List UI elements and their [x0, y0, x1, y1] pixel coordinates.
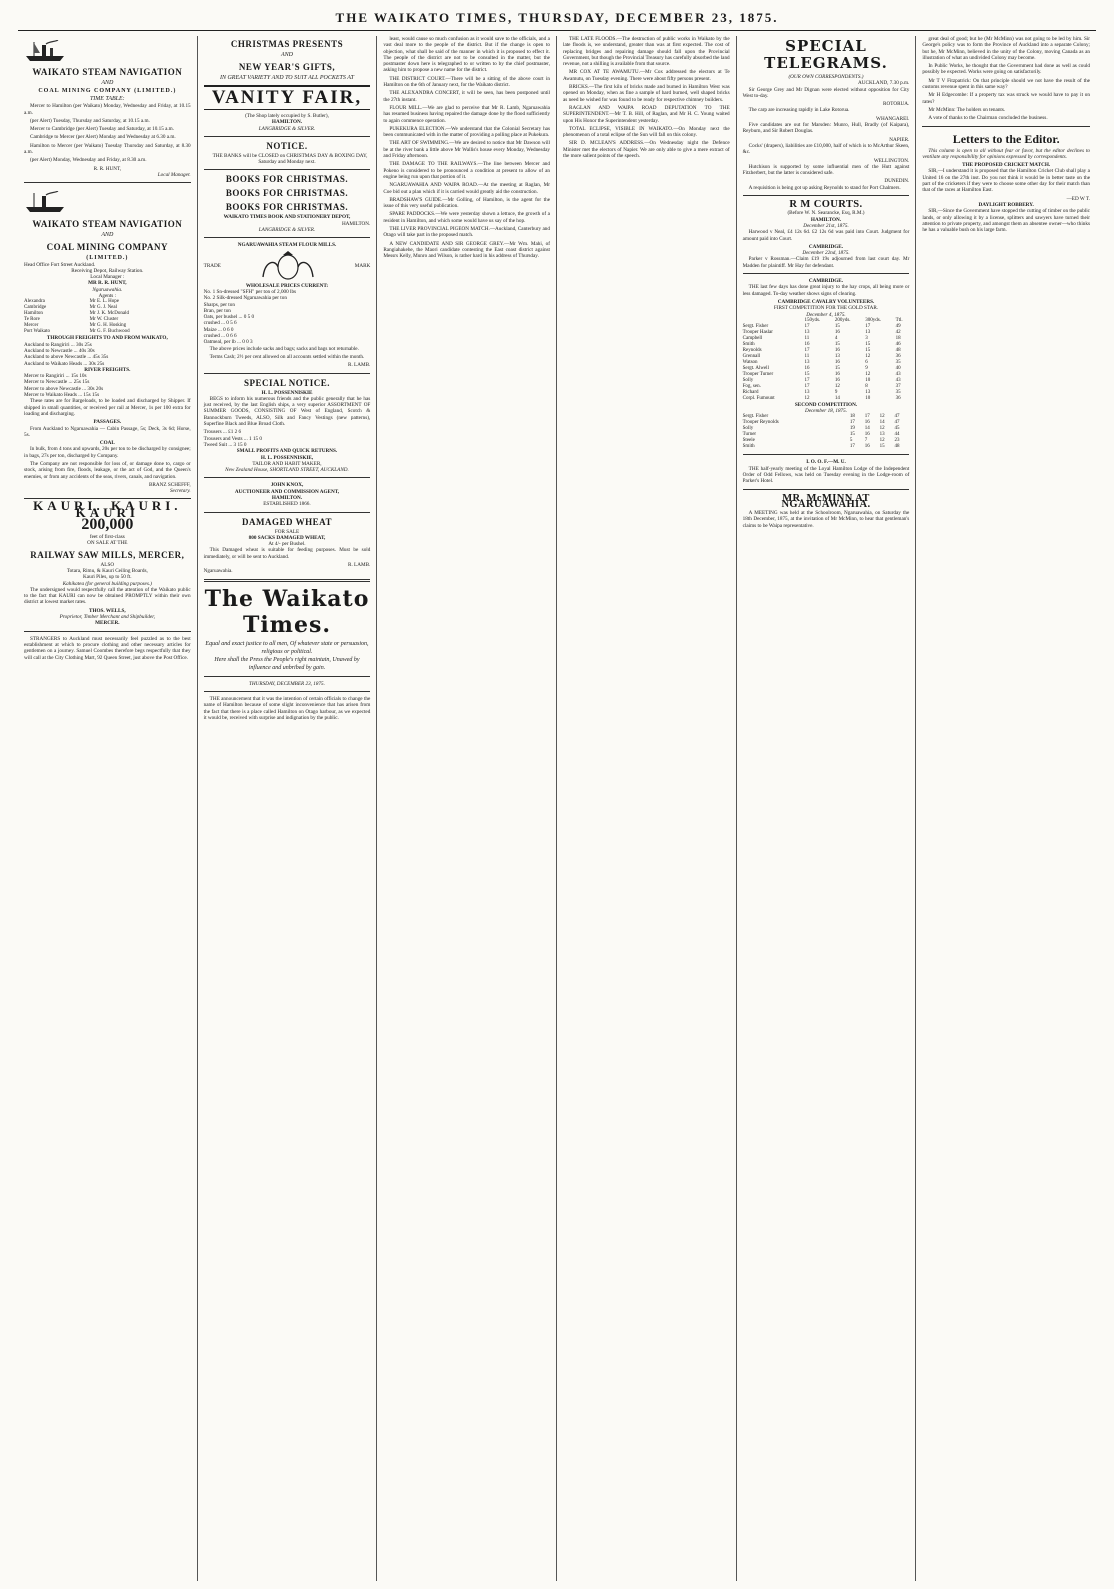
cambridge2-text: THE last few days has done great injury to the hay crops, all being more or less damaged. To-day weather shows signs of clearing.: [742, 284, 910, 297]
knox-title: AUCTIONEER AND COMMISSION AGENT,: [234, 488, 340, 495]
books-depot: WAIKATO TIMES BOOK AND STATIONERY DEPOT,: [223, 214, 351, 221]
kauri-mill: RAILWAY SAW MILLS, MERCER,: [30, 549, 185, 560]
flour-note: The above prices include sacks and bags; sacks and bags not returnable.: [209, 345, 359, 352]
dateline: AUCKLAND, 7.30 p.m.: [858, 80, 910, 87]
table-row: Reynolds 17 16 15 48: [742, 347, 901, 353]
books-heading: BOOKS FOR CHRISTMAS.: [225, 174, 349, 185]
table-row: Sergt. Fisher 18 17 12 47: [742, 414, 900, 420]
rm-courts-title: R M COURTS.: [789, 199, 863, 211]
column-2: [198, 36, 378, 1581]
possenniskie-signature: H. L. POSSENNISKIE,: [260, 454, 314, 461]
ioof-title: I. O. O. F.—M. U.: [806, 459, 846, 466]
kauri-signature-title: Proprietor, Timber Merchant and Shipbuilder,: [59, 614, 155, 621]
wheat-sale: FOR SALE: [274, 528, 300, 535]
notice-text: THE BANKS will be CLOSED on CHRISTMAS DAY & BOXING DAY, Saturday and Monday next.: [212, 152, 368, 166]
table-row: Fog, sen. 17 12 8 37: [742, 383, 901, 389]
article-close: A vote of thanks to the Chairman concluded the business.: [928, 115, 1048, 122]
river-title: RIVER FREIGHTS.: [84, 366, 131, 373]
telegram-text: Hutchison is supported by some influential men of the Hutt against Fitzherbert, but the latter is considered safe.: [742, 163, 910, 177]
telegram-text: Five candidates are out for Marsden: Munro, Hull, Bradly (of Kaipara), Reyburn, and Sir Robert Douglas.: [742, 122, 910, 135]
dateline: ROTORUA.: [883, 101, 910, 108]
mark-label: MARK: [354, 262, 371, 269]
books-place: HAMILTON.: [341, 220, 371, 227]
possenniskie-name: H. L. POSSENNISKIE: [261, 389, 313, 396]
article-body: least, would cause so much confusion as it would save to the officials, and a vast deal more to the people of the district. But if the change is open to objection, what shall be said of the manner in which it is proposed to effect it. The people of the district are not to be consulted in the matter, but the postmaster down here is telegraphed to or written to by the chief postmaster, asking him to propose a new name for the district.: [383, 36, 550, 74]
table-row: Trooper Haslar 13 16 13 42: [742, 329, 901, 335]
cavalry-date: December 4, 1875.: [806, 311, 846, 318]
freight-line: Auckland to Waikato Heads ... 30s 25s: [24, 360, 105, 367]
ad1-subtitle: COAL MINING COMPANY (LIMITED.): [38, 88, 177, 95]
vanity-fair: VANITY FAIR,: [204, 85, 371, 110]
knox-place: HAMILTON.: [271, 494, 303, 501]
article-eclipse: TOTAL ECLIPSE, VISIBLE IN WAIKATO.—On Monday next the phenomenon of a total eclipse of the Sun will fall on this colony.: [563, 125, 730, 139]
flour-item: No. 2 Silk-dressed Ngaruawahia per ton: [203, 295, 287, 302]
possenniskie-address: New Zealand House, SHORTLAND STREET, AUCKLAND.: [225, 467, 349, 474]
table-row: Smith 17 16 15 48: [742, 444, 900, 450]
dateline: NAPIER.: [889, 136, 910, 143]
dateline: WHANGAREI.: [876, 115, 910, 122]
flour-item: Oats, per bushel ... 0 5 0: [203, 314, 255, 321]
article-flour-mill: FLOUR MILL.—We are glad to perceive that Mr R. Lamb, Ngaruawahia has resumed business having repaired the damage done by the flood sufficiently to again commence operation.: [383, 104, 550, 124]
cricket-text: SIR,—I understand it is proposed that the Hamilton Cricket Club shall play a United 16 on the 27th inst. Do you not think it would be in better taste on the part of the cricketers if they were to choose some other day for their match than that of the races at Hamilton East.: [922, 168, 1090, 194]
notice-title: NOTICE.: [266, 140, 308, 151]
agent-row: Mercer Mr G. H. Hosking: [24, 323, 127, 329]
article-alexandra: THE ALEXANDRA CONCERT, it will be seen, has been postponed until the 27th instant.: [383, 90, 550, 103]
cavalry-subtitle: FIRST COMPETITION FOR THE GOLD STAR.: [773, 305, 879, 312]
second-competition-table: [743, 414, 910, 450]
agent-row: Alexandra Mr E. L. Hope: [24, 299, 119, 305]
christmas-subtitle: IN GREAT VARIETY AND TO SUIT ALL POCKETS AT: [219, 75, 354, 81]
flour-signature: R. LAMB.: [347, 362, 371, 369]
freight-title: THROUGH FREIGHTS TO AND FROM WAIKATO,: [46, 335, 168, 342]
freight-note: These rates are for Bargeloads, to be loaded and discharged by Shipper. If shipped in small quantities, or received per rail at Mercer, 1s per 100 extra for loading and discharging.: [24, 398, 191, 417]
passages-text: From Auckland to Ngaruawahia — Cabin Passage, 5s; Deck, 3s 6d; Horse, 5s.: [24, 425, 191, 438]
letters-title: Letters to the Editor.: [952, 131, 1060, 146]
rm-courts-subtitle: (Before W. N. Searancke, Esq, R.M.): [787, 210, 865, 217]
steamship-icon: [24, 40, 68, 62]
flour-item: crushed ... 0 5 6: [203, 320, 237, 327]
possenniskie-signature-title: TAILOR AND HABIT MAKER,: [252, 460, 322, 467]
leader-text: THE announcement that it was the intention of certain officials to change the name of Hamilton because of some slight inconvenience that has arisen from the fact that there is a place called Hamilton on Otago harbour, as we expected it would be, received with surprise and indignation by the public.: [203, 695, 371, 721]
passages-title: PASSAGES.: [93, 419, 122, 426]
river-line: Mercer to above Newcastle ... 30s 20s: [24, 385, 104, 392]
wheat-quantity: 800 SACKS DAMAGED WHEAT,: [248, 534, 326, 541]
hamilton-title: HAMILTON.: [810, 216, 842, 223]
knox-name: JOHN KNOX,: [270, 482, 304, 489]
flour-item: Oatmeal, per lb ... 0 0 3: [203, 339, 253, 346]
possenniskie-price: Tweed Suit ... 3 15 0: [203, 441, 247, 448]
column-5: [737, 36, 917, 1581]
cavalry-table: [743, 318, 910, 402]
agent-row: Te Rore Mr W. Cluster: [24, 317, 119, 323]
royal-crest-icon: [245, 251, 331, 281]
christmas-and: AND: [280, 52, 293, 58]
ad2-and: AND: [101, 231, 114, 238]
cricket-title: THE PROPOSED CRICKET MATCH.: [962, 162, 1051, 169]
table-row: Solly 19 14 12 45: [742, 426, 900, 432]
river-line: Mercer to Waikato Heads ... 15s 15s: [24, 392, 100, 399]
hamilton-date: December 21st, 1875.: [803, 222, 849, 229]
flour-prices-title: WHOLESALE PRICES CURRENT:: [245, 282, 329, 289]
special-telegrams-title: SPECIAL TELEGRAMS.: [764, 37, 888, 72]
company-signature: BRANZ SCHEFFF,: [148, 481, 191, 488]
paper-date: THURSDAY, DECEMBER 23, 1875.: [249, 680, 325, 687]
kauri-also: ALSO: [100, 561, 115, 568]
article-pukekura: PUKEKURA ELECTION.—We understand that the Colonial Secretary has been communicated with in the matter of providing a polling place at Pukekura.: [383, 125, 550, 139]
flour-item: Sharps, per ton: [203, 301, 235, 308]
vanity-note: (The Shop lately occupied by S. Butler),: [245, 113, 329, 119]
table-row: Trooper Reynolds 17 16 14 47: [742, 420, 900, 426]
article-district-court: THE DISTRICT COURT.—There will be a sitting of the above court in Hamilton on the 6th of January next, for the Waikato district.: [383, 75, 550, 89]
cavalry-title: CAMBRIDGE CAVALRY VOLUNTEERS.: [777, 298, 875, 305]
telegram-text: Sir George Grey and Mr Dignan were elected without opposition for City West to-day.: [742, 86, 910, 99]
masthead-line: THE WAIKATO TIMES, THURSDAY, DECEMBER 23, 1875.: [335, 10, 779, 25]
flour-item: No. 1 Sn-dressed "SFH" per ton of 2,000 lbs: [203, 288, 297, 295]
column-1: [18, 36, 198, 1581]
table-row: Steele 5 7 12 23: [742, 438, 900, 444]
christmas-title: CHRISTMAS PRESENTS: [230, 39, 344, 49]
river-line: Mercer to Newcastle ... 25s 15s: [24, 379, 90, 386]
ad1-line: Cambridge to Mercer (per Alert) Monday and Wednesday at 6.30 a.m.: [30, 134, 176, 141]
table-row: Sergt. Fisher 17 15 17 49: [742, 323, 901, 329]
coal-title: COAL: [99, 440, 115, 447]
robbery-title: DAYLIGHT ROBBERY.: [978, 201, 1034, 208]
kauri-text: The undersigned would respectfully call the attention of the Waikato public to the fact that KAURI can now be obtained PROMPTLY within their own district at lowest market rates.: [24, 586, 191, 606]
freight-line: Auckland to Rangiriri ... 30s 25s: [24, 341, 92, 348]
paper-motto: Equal and exact justice to all men, Of whatever state or persuasion, religious or political.: [205, 640, 369, 655]
flour-item: Bran, per ton: [203, 307, 231, 314]
table-row: Smith 16 15 15 46: [742, 341, 901, 347]
strangers-text: STRANGERS to Auckland must necessarily feel puzzled as to the best establishment at which to procure clothing and other necessary articles for gentlemen on a journey. Samuel Coombes therefore begs respectfully that they will call at the City Clothing Mart, 92 Queen Street, just above the Post Office.: [24, 635, 191, 661]
mcminn-text: A MEETING was held at the Schoolroom, Ngaruawahia, on Saturday the 18th December, 1875, at the invitation of Mr McMinn, to hear that gentleman's claims to be Waipa representative.: [742, 510, 910, 529]
ad2-title: WAIKATO STEAM NAVIGATION: [32, 218, 183, 229]
cambridge-text: Parker v Rossman.—Claim £19 19s adjourned from last court day. Mr Madden for plaintiff. Mr Hay for defendant.: [742, 256, 910, 269]
telegram-text: A requisition is being got up asking Reynolds to stand for Port Chalmers.: [748, 184, 901, 191]
knox-established: ESTABLISHED 1866.: [263, 501, 311, 508]
cambridge-date: December 22nd, 1875.: [802, 250, 850, 257]
article-bricks: BRICKS.—The first kiln of bricks made and burned in Hamilton West was opened on Monday, when as fine a sample of hard burned, well shaped bricks as need be wished for was found to be ready for respective chimney builders.: [563, 84, 730, 103]
wheat-signature: R. LAMB.: [347, 562, 371, 569]
freight-line: Auckland to Newcastle ... 40s 30s: [24, 347, 95, 354]
ad1-signature-title: Local Manager.: [157, 171, 191, 178]
ad1-line: Mercer to Hamilton (per Waikato) Monday, Wednesday and Friday, at 10.15 a.m.: [24, 103, 191, 116]
ad2-manager-label: Local Manager :: [90, 274, 125, 281]
article-swimming: THE ART OF SWIMMING.—We are desired to notice that Mr Dawson will be at the river bank a little above Mr Wallis's house every Monday, Wednesday and Friday afternoon.: [383, 140, 550, 160]
newyear-title: NEW YEAR'S GIFTS,: [238, 62, 336, 72]
books-owner: LANGBRIDGE & SILVER.: [258, 227, 316, 234]
agent-row: Hamilton Mr J. K. McDonald: [24, 311, 129, 317]
cambridge-title: CAMBRIDGE.: [808, 243, 844, 250]
article-ngaruawahia: NGARUAWAHIA AND WAIPA ROAD.—At the meeting at Raglan, Mr Coe bid out a plan which if it is carried would greatly aid the construction.: [383, 182, 550, 195]
table-row: Grennall 11 13 12 36: [742, 353, 901, 359]
telegram-text: The carp are increasing rapidly in Lake Rotorua.: [748, 107, 850, 114]
table-row: Trooper Turner 15 16 12 43: [742, 371, 901, 377]
ad1-line: Mercer to Cambridge (per Alert) Tuesday and Saturday, at 10.15 a.m.: [30, 126, 175, 133]
paper-motto: Here shall the Press the People's right maintain, Unawed by influence and unbribed by gain.: [214, 656, 360, 671]
ad2-manager: MR R. R. HUNT,: [88, 280, 127, 287]
books-heading: BOOKS FOR CHRISTMAS.: [225, 202, 349, 213]
newspaper-columns: [18, 36, 1096, 1581]
dateline: WELLINGTON.: [873, 157, 910, 164]
table-row: Campbell 11 4 3 18: [742, 335, 901, 341]
ad2-office: Head Office Fort Street Auckland.: [24, 261, 96, 268]
table-row: Watson 13 16 6 35: [742, 359, 901, 365]
agent-row: Cambridge Mr G. J. Neal: [24, 305, 118, 311]
kauri-signature-place: MERCER.: [95, 620, 120, 627]
article-floods: THE LATE FLOODS.—The destruction of public works in Waikato by the late floods is, we understand, greater than was at first expected. The cost of replacing bridges and repairing damage should fall upon the Provincial Government, but though the Provincial Treasury has carefully absorbed the land revenue, not a shilling is available from that source.: [563, 36, 730, 68]
kauri-scantling: Kahikatea (for general building purposes.): [62, 580, 152, 587]
table-row: Solly 17 16 10 43: [742, 377, 901, 383]
wheat-price: At 4/- per Bushel.: [268, 541, 306, 548]
article-spare: SPARE PADDOCKS.—We were yesterday shown a lettuce, the growth of a resident in Hamilton, and which some would have us say of the hop.: [383, 211, 550, 224]
flour-item: Maize ... 0 6 0: [203, 326, 234, 333]
article-mcminn-reply: Mr McMinn: The holders on tenants.: [928, 106, 1006, 113]
article-fitzpatrick: Mr T V Fitzpatrick: On that principle should we not have the result of the customs revenue spent in this same way?: [922, 77, 1090, 91]
flour-title: NGARUAWAHIA STEAM FLOUR MILLS.: [237, 242, 337, 249]
column-6: [916, 36, 1096, 1581]
agent-row: Port Waikato Mr G. F. Buchwood: [24, 329, 130, 335]
column-4: [557, 36, 737, 1581]
kauri-signature: THOS. WELLS,: [88, 607, 126, 614]
flour-item: crushed ... 0 6 6: [203, 333, 237, 340]
article-liver: THE LIVER PROVINCIAL PIGEON MATCH.—Auckland, Canterbury and Otago will take part in the proposed match.: [383, 226, 550, 239]
ad1-line: (per Alert) Monday, Wednesday and Friday, at 8.30 a.m.: [30, 157, 147, 164]
vanity-owner: LANGBRIDGE & SILVER.: [258, 125, 316, 132]
article-mcleod: MR COX AT TE AWAMUTU.—Mr Cox addressed the electors at Te Awamutu, on Tuesday evening. There were about fifty persons present.: [563, 69, 730, 82]
article-railways: THE DAMAGE TO THE RAILWAYS.—The line between Mercer and Pokeno is considered to be pronounced a condition at present to allow of an engine being run upon that portion of it.: [383, 161, 550, 180]
dateline: DUNEDIN.: [884, 178, 910, 185]
masthead: [18, 10, 1096, 31]
article-body: great deal of good; but he (Mr McMinn) was not going to be led by him. Sir George's policy was to form the Province of Auckland into a separate Colony; but he, Mr McMinn, believed in the unity of the Colony, moving Canada as an illustration of what an undivided Colony may become.: [922, 36, 1090, 61]
ad1-line: Hamilton to Mercer (per Waikato) Tuesday Thursday and Saturday, at 8.30 a.m.: [24, 142, 191, 156]
ad2-agents-label: Agents :: [98, 293, 117, 300]
wheat-text: This Damaged wheat is suitable for feeding purposes. Must be sold immediately, or will be sent to Auckland.: [203, 547, 371, 560]
wheat-title: DAMAGED WHEAT: [242, 516, 332, 527]
article-candidate: A NEW CANDIDATE AND SIR GEORGE GREY.—Mr Wm. Mahi, of Rangiahakehe, the Maori candidate contesting the East coast district against Messrs Kelly, Munro and Wilson, is rather hard in his address of Thursday.: [383, 240, 550, 260]
ad2-depot: Receiving Depot, Railway Station.: [71, 267, 144, 274]
trade-label: TRADE: [203, 262, 221, 269]
possenniskie-price: Trousers and Vests ... 1 15 0: [203, 435, 263, 442]
table-header-row: 150yds. 200yds. 300yds. Ttl.: [804, 317, 903, 323]
possenniskie-motto: SMALL PROFITS AND QUICK RETURNS.: [236, 448, 338, 455]
kauri-piles: Kauri Piles, up to 50 ft.: [83, 574, 132, 581]
table-row: Richard 13 9 13 35: [742, 389, 901, 395]
kauri-items: Totara, Rimu, & Kauri Ceiling Boards,: [66, 567, 148, 574]
kauri-heading: KAURI. KAURI. KAURI: [33, 498, 182, 520]
article-mclean: SIR D. MCLEAN'S ADDRESS.—On Wednesday night the Defence Minister met the electors of Napier. We are only able to give a mere extract of the more salient points of the speech.: [563, 140, 730, 160]
ioof-text: THE half-yearly meeting of the Loyal Hamilton Lodge of the Independent Order of Odd Fellows, was held on Tuesday evening in the Lodge-room of Parker's Hotel.: [742, 465, 910, 485]
vanity-place: HAMILTON.: [271, 119, 303, 126]
ad1-signature: R. R. HUNT,: [93, 165, 122, 172]
table-row: Sergt. Alwell 16 15 9 40: [742, 365, 901, 371]
agents-table: [24, 299, 191, 335]
article-raglan: RAGLAN AND WAIPA ROAD DEPUTATION TO THE SUPERINTENDENT.—Mr T. B. Hill, of Raglan, and Mr H. C. Young waited upon His Honor the Superintendent yesterday.: [563, 104, 730, 124]
river-line: Mercer to Rangiriri ... 15s 10s: [24, 373, 87, 380]
coal-text: In bulk, from 4 tons and upwards, 20s per ton to be discharged by consignee; in bags, 27s per ton, discharged by Company.: [24, 446, 191, 459]
cricket-signature: —ED W T.: [1066, 195, 1090, 202]
second-competition-title: SECOND COMPETITION.: [794, 401, 858, 408]
telegram-text: Cocks' (drapers), liabilities are £10,000, half of which is to McArthur Skeen, &c.: [742, 142, 910, 156]
letters-note: This column is open to all without fear or favor, but the editor declines to ventilate any responsibility for opinions expressed by correspondents.: [922, 147, 1090, 160]
possenniskie-price: Trousers ... £1 2 6: [203, 429, 242, 436]
ad1-timetable: TIME TABLE:: [89, 96, 125, 103]
wheat-place: Ngaruawahia.: [203, 568, 233, 575]
hamilton-text: Harwood v Neal, £4 12s 6d. £2 12s 6d was paid into Court. Judgment for amount paid into Court.: [742, 229, 910, 242]
special-notice-title: SPECIAL NOTICE.: [243, 377, 330, 388]
books-heading: BOOKS FOR CHRISTMAS.: [225, 188, 349, 199]
kauri-amount: 200,000: [81, 516, 134, 534]
ad1-title: WAIKATO STEAM NAVIGATION: [32, 67, 183, 78]
ad2-subtitle: COAL MINING COMPANY: [46, 241, 168, 252]
article-public-works: In Public Works, he thought that the Government had done as well as could possibly be expected. Works were going on satisfactorily.: [922, 63, 1090, 76]
cambridge2-title: CAMBRIDGE.: [808, 278, 844, 285]
possenniskie-text: BEGS to inform his numerous friends and the public generally that he has just received, by the last English ships, a very superior ASSORTMENT OF SUMMER GOODS, CONSISTING OF West of England, Scotch & Bannockburn Tweeds, ALSO, Silk and Fancy Vestings (new patterns), Superfine Black and Blue Broad Cloth.: [203, 395, 371, 428]
ad2-manager-location: Ngaruawahia.: [92, 286, 123, 293]
ad1-and: AND: [101, 80, 114, 87]
paper-title: The Waikato Times.: [204, 585, 370, 638]
second-competition-date: December 18, 1875.: [804, 408, 848, 415]
special-telegrams-subtitle: (OUR OWN CORRESPONDENTS.): [788, 74, 864, 80]
company-signature-title: Secretary.: [169, 488, 191, 495]
robbery-text: SIR,—Since the Government have stopped the cutting of timber on the public lands, or only allowing it by a license, splitters and sawyers have turned their attention to private property, and amongst them an absentee owner—who thinks he has a valuable bush on his large farm.: [922, 208, 1090, 234]
table-row: Corpl. Fumount 12 14 10 36: [742, 395, 901, 401]
steamship-icon: [24, 191, 68, 213]
article-bradshaw: BRADSHAW'S GUIDE.—Mr Golling, of Hamilton, is the agent for the issue of this very useful publication.: [383, 196, 550, 210]
freight-line: Auckland to above Newcastle ... 45s 35s: [24, 354, 109, 361]
column-3: [377, 36, 557, 1581]
kauri-feet: feet of first-class: [89, 534, 125, 541]
table-row: Turner 15 16 13 44: [742, 432, 900, 438]
ad2-limited: (LIMITED.): [86, 254, 129, 261]
trade-mark-row: [204, 249, 371, 283]
article-edgecombe: Mr H Edgecombe: If a property tax was struck we would have to pay it on rates?: [922, 92, 1090, 105]
company-note: The Company are not responsible for loss of, or damage done to, cargo or stock, arising from fire, floods, leakage, or the act of God, and the Queen's enemies, or from any accidents of the seas, rivers, canals, and navigation.: [24, 460, 191, 480]
flour-terms: Terms Cash; 2½ per cent allowed on all accounts settled within the month.: [209, 353, 365, 360]
ad1-line: (per Alert) Tuesday, Thursday and Saturday, at 10.15 a.m.: [30, 117, 150, 124]
kauri-onsale: ON SALE AT THE: [87, 540, 128, 547]
mcminn-title: MR. McMINN AT NGARUAWAHIA.: [781, 492, 871, 510]
